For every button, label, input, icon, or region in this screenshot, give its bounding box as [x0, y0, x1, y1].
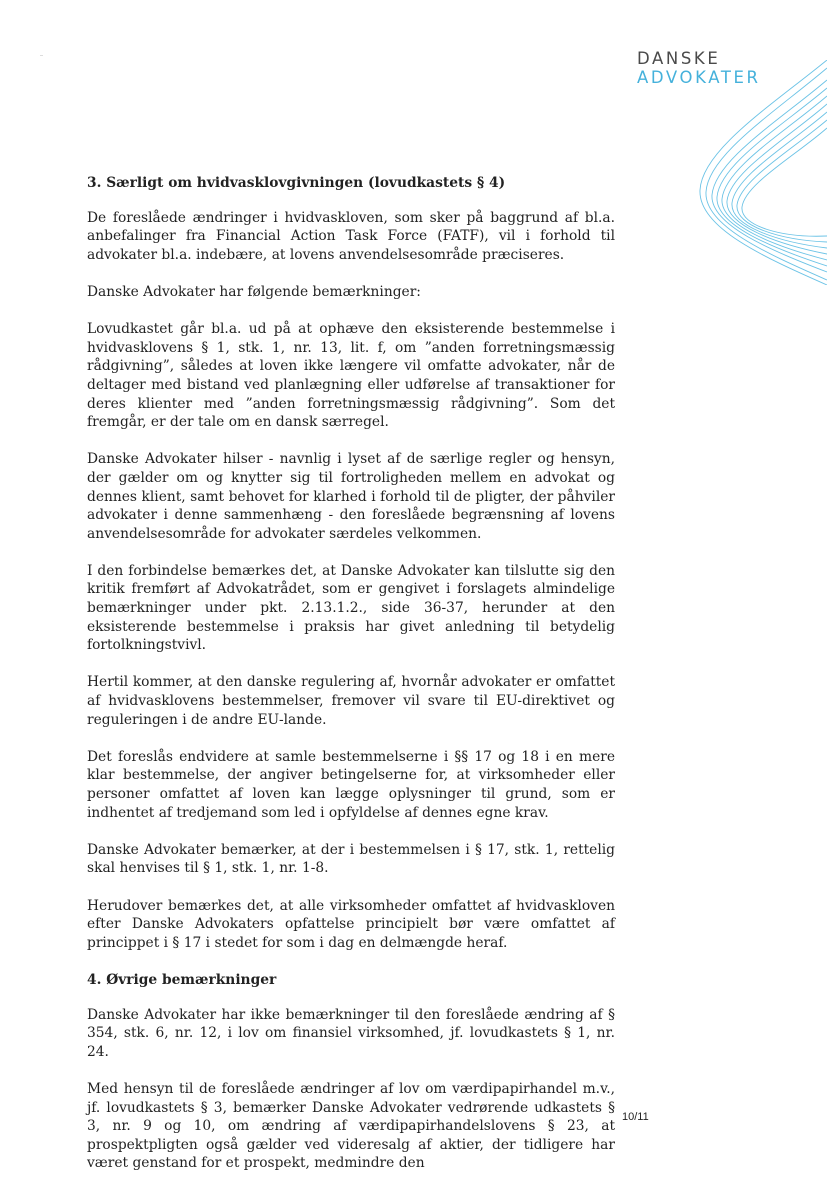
document-body — [87, 174, 615, 1191]
section-3-heading: 3. Særligt om hvidvasklovgivningen (lovudkastets § 4) — [87, 175, 506, 191]
section-3-paragraph: Herudover bemærkes det, at alle virksomheder omfattet af hvidvaskloven efter Danske Advokaters opfattelse principielt bør være omfattet af princippet i § 17 i stedet for som i dag en delmængde heraf. — [87, 897, 615, 951]
scan-speck — [40, 55, 43, 56]
logo-line-danske: DANSKE — [637, 49, 721, 68]
section-3-paragraph: Danske Advokater bemærker, at der i bestemmelsen i § 17, stk. 1, rettelig skal henvises til § 1, stk. 1, nr. 1-8. — [87, 841, 615, 877]
section-3-paragraph: I den forbindelse bemærkes det, at Danske Advokater kan tilslutte sig den kritik fremført af Advokatrådet, som er gengivet i forslagets almindelige bemærkninger under pkt. 2.13.1.2., side 36-37, herunder at den eksisterende bestemmelse i praksis har givet anledning til betydelig fortolkningstvivl. — [87, 562, 615, 654]
section-3-paragraph: Danske Advokater har følgende bemærkninger: — [87, 283, 421, 300]
section-3-paragraph: Det foreslås endvidere at samle bestemmelserne i §§ 17 og 18 i en mere klar bestemmelse, der angiver betingelserne for, at virksomheder eller personer omfattet af loven kan lægge oplysninger til grund, som er indhentet af tredjemand som led i opfyldelse af dennes egne krav. — [87, 748, 615, 821]
logo-swoosh-graphic — [690, 60, 827, 285]
section-3-paragraph: Hertil kommer, at den danske regulering af, hvornår advokater er omfattet af hvidvasklovens bestemmelser, fremover vil svare til EU-direktivet og reguleringen i de andre EU-lande. — [87, 674, 615, 728]
section-3-paragraph: Lovudkastet går bl.a. ud på at ophæve den eksisterende bestemmelse i hvidvasklovens § 1, stk. 1, nr. 13, lit. f, om ”anden forretningsmæssig rådgivning”, således at loven ikke længere vil omfatte advokater, når de deltager med bistand ved planlægning eller udførelse af transaktioner for deres klienter med ”anden forretningsmæssig rådgivning”. Som det fremgår, er der tale om en dansk særregel. — [87, 321, 615, 431]
section-4-paragraph: Danske Advokater har ikke bemærkninger til den foreslåede ændring af § 354, stk. 6, nr. 12, i lov om finansiel virksomhed, jf. lovudkastets § 1, nr. 24. — [87, 1006, 615, 1060]
section-4-heading: 4. Øvrige bemærkninger — [87, 971, 277, 988]
section-4-paragraph: Med hensyn til de foreslåede ændringer af lov om værdipapirhandel m.v., jf. lovudkastets § 3, bemærker Danske Advokater vedrørende udkastets § 3, nr. 9 og 10, om ændring af værdipapirhandelslovens § 23, at prospektpligten også gælder ved videresalg af aktier, der tidligere har været genstand for et prospekt, medmindre den — [87, 1080, 615, 1172]
section-3-paragraph: Danske Advokater hilser - navnlig i lyset af de særlige regler og hensyn, der gælder om og knytter sig til fortroligheden mellem en advokat og dennes klient, samt behovet for klarhed i forhold til de pligter, der påhviler advokater i denne sammenhæng - den foreslåede begrænsning af lovens anvendelsesområde for advokater særdeles velkommen. — [87, 451, 615, 542]
logo-line-advokater: ADVOKATER — [637, 68, 761, 87]
page-number: 10/11 — [622, 1111, 649, 1123]
section-3-paragraph: De foreslåede ændringer i hvidvaskloven, som sker på baggrund af bl.a. anbefalinger fra Financial Action Task Force (FATF), vil i forhold til advokater bl.a. indebære, at lovens anvendelsesområde præciseres. — [87, 209, 615, 263]
